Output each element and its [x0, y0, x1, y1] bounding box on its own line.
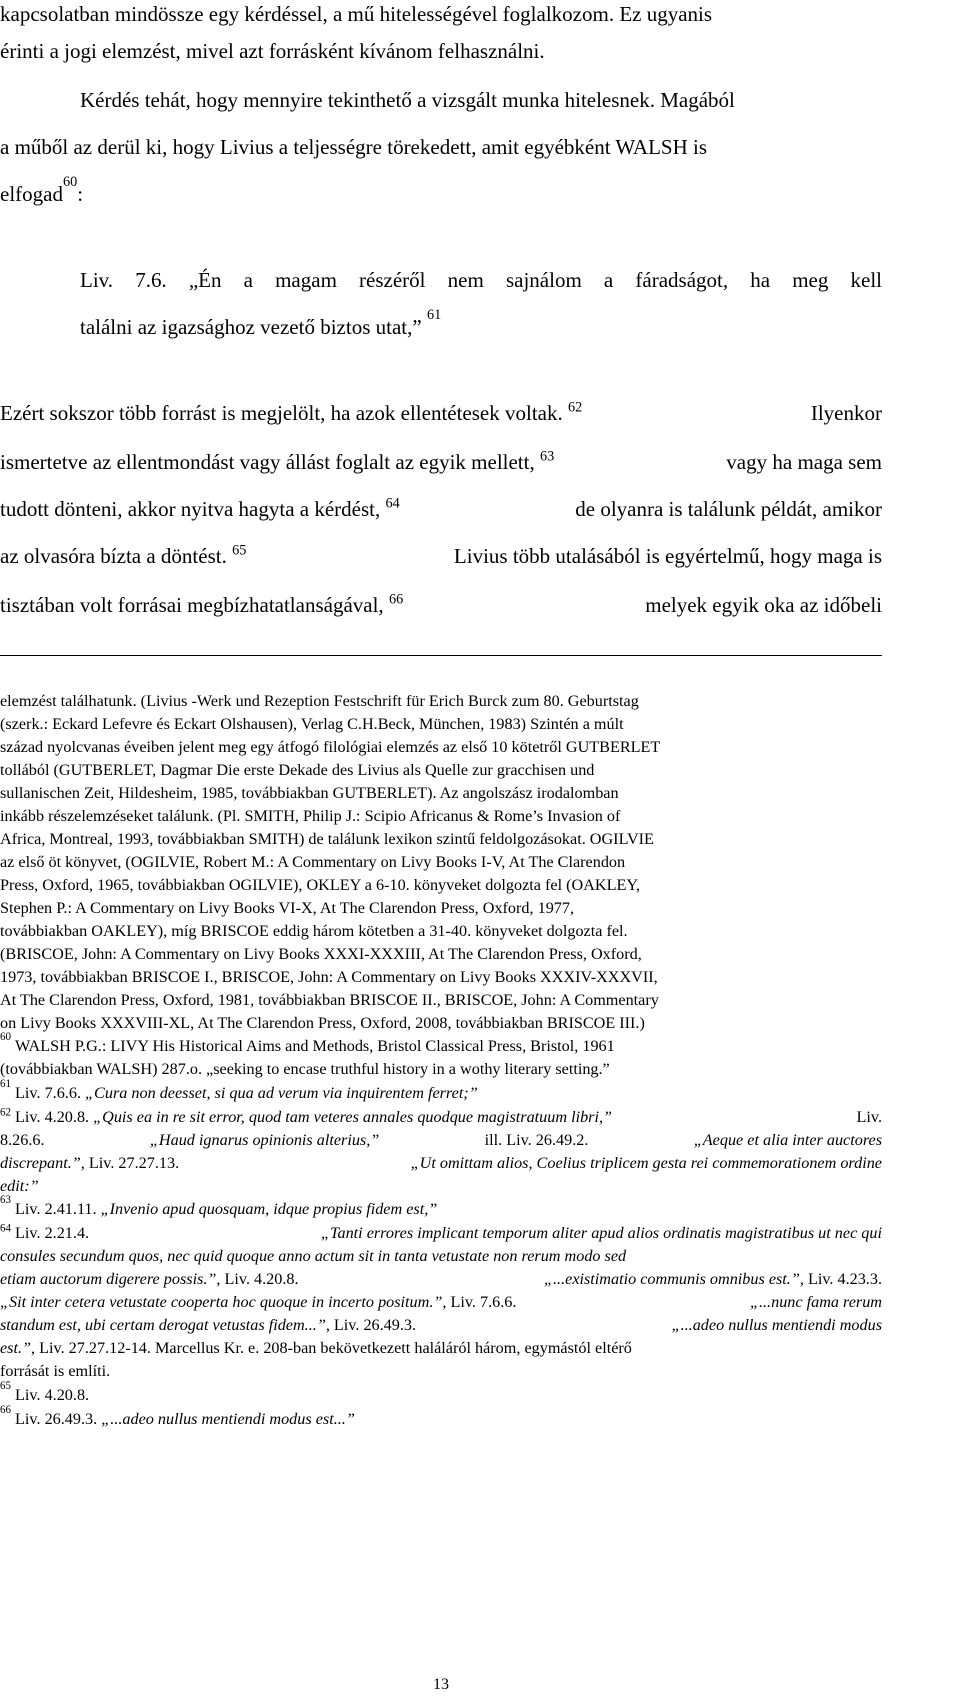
text-line: ismertetve az ellentmondást vagy állást foglalt az egyik mellett, — [0, 450, 535, 474]
footnote-ref[interactable]: 61 — [426, 307, 442, 323]
quote-line — [80, 307, 442, 340]
footnote-ref[interactable]: 65 — [232, 542, 247, 559]
text-line: melyek egyik oka az időbeli — [645, 593, 882, 617]
text-line: de olyanra is találunk példát, amikor — [575, 497, 882, 521]
text-line: Ilyenkor — [810, 401, 882, 425]
footnote-64: $^{64}$ Liv. 2.21.4. „Tanti errores implicant temporum aliter apud alios ordinatis magistratibus ut nec qui — [0, 1222, 882, 1242]
footnote-line: az első öt könyvet, (OGILVIE, Robert M.: A Commentary on Livy Books I-V, At The Clarendon — [0, 853, 626, 871]
footnote-line: on Livy Books XXXVIII-XL, At The Clarendon Press, Oxford, 2008, továbbiakban BRISCOE III.) — [0, 1014, 645, 1032]
footnote-line: elemzést találhatunk. (Livius -Werk und Rezeption Festschrift für Erich Burck zum 80. Geburtstag — [0, 692, 639, 710]
footnote-line: sullanischen Zeit, Hildesheim, 1985, továbbiakban GUTBERLET). Az angolszász irodalomban — [0, 784, 619, 802]
footnote-number: 65 — [0, 1380, 11, 1392]
footnote-65: 65 Liv. 4.20.8. — [0, 1380, 90, 1404]
footnote-ref[interactable]: 63 — [539, 448, 555, 465]
footnote-line: inkább részelemzéseket találunk. (Pl. SMITH, Philip J.: Scipio Africanus & Rome’s Invasion of — [0, 807, 621, 825]
body-line — [0, 174, 84, 207]
footnote-line: Africa, Montreal, 1993, továbbiakban SMITH) de találunk lexikon szintű feldolgozásokat. OGILVIE — [0, 830, 654, 848]
footnote-line: est.”, Liv. 27.27.12-14. Marcellus Kr. e. 208-ban bekövetkezett haláláról három, egymástól eltérő — [0, 1339, 632, 1357]
footnote-line: Stephen P.: A Commentary on Livy Books VI-X, At The Clarendon Press, Oxford, 1977, — [0, 899, 575, 917]
body-line — [0, 497, 882, 522]
quote-text: Liv. 7.6. „Én a magam részéről nem sajnálom a fáradságot, ha meg kell — [80, 268, 882, 292]
body-line — [0, 39, 545, 64]
text-line: elfogad — [0, 182, 63, 206]
footnote-line: standum est, ubi certam derogat vetustas fidem...”, Liv. 26.49.3. „...adeo nullus mentiendi modus — [0, 1316, 882, 1334]
footnote-line: At The Clarendon Press, Oxford, 1981, továbbiakban BRISCOE II., BRISCOE, John: A Commentary — [0, 991, 659, 1009]
footnote-ref[interactable]: 64 — [385, 495, 400, 512]
footnote-line: továbbiakban OAKLEY), míg BRISCOE eddig három kötetben a 31-40. könyveket dolgozta fel. — [0, 922, 628, 940]
footnote-number: 63 — [0, 1194, 11, 1206]
footnote-ref[interactable]: 66 — [388, 591, 404, 608]
body-line — [80, 88, 882, 113]
footnote-ref[interactable]: 62 — [567, 399, 583, 416]
footnote-divider — [0, 655, 882, 656]
footnote-number: 64 — [0, 1222, 11, 1235]
footnote-line: consules secundum quos, nec quid quoque anno actum sit in tanta vetustate non rerum modo sed — [0, 1247, 627, 1265]
quote-line — [80, 268, 882, 293]
footnote-line: (BRISCOE, John: A Commentary on Livy Books XXXI-XXXIII, At The Clarendon Press, Oxford, — [0, 945, 642, 963]
quote-text: találni az igazsághoz vezető biztos utat,” — [80, 315, 422, 339]
footnote-line: forrását is említi. — [0, 1362, 111, 1380]
footnote-60: 60 WALSH P.G.: LIVY His Historical Aims and Methods, Bristol Classical Press, Bristol, 1961 — [0, 1031, 615, 1055]
footnote-line: edit:” — [0, 1177, 39, 1195]
text-line: kapcsolatban mindössze egy kérdéssel, a mű hitelességével foglalkozom. Ez ugyanis — [0, 2, 713, 26]
page-number: 13 — [433, 1676, 449, 1693]
footnote-line: discrepant.”, Liv. 27.27.13. „Ut omittam alios, Coelius triplicem gesta rei commemorationem ordine — [0, 1154, 882, 1172]
text-line: tudott dönteni, akkor nyitva hagyta a kérdést, — [0, 497, 381, 521]
text-line: érinti a jogi elemzést, mivel azt forrásként kívánom felhasználni. — [0, 39, 545, 63]
footnote-66: 66 Liv. 26.49.3. „...adeo nullus mentiendi modus est...” — [0, 1404, 355, 1428]
text-line: : — [77, 182, 84, 206]
footnote-line: (szerk.: Eckard Lefevre és Eckart Olshausen), Verlag C.H.Beck, München, 1983) Szintén a múlt — [0, 715, 624, 733]
text-line: Ezért sokszor több forrást is megjelölt, ha azok ellentétesek voltak. — [0, 401, 563, 425]
footnote-line: „Sit inter cetera vetustate cooperta hoc quoque in incerto positum.”, Liv. 7.6.6. „...nunc fama rerum — [0, 1293, 882, 1311]
text-line: Livius több utalásából is egyértelmű, hogy maga is — [453, 544, 882, 568]
footnote-line: 8.26.6. „Haud ignarus opinionis alterius,” ill. Liv. 26.49.2. „Aeque et alia inter auctores — [0, 1131, 882, 1149]
body-line — [0, 450, 882, 475]
footnote-number: 61 — [0, 1078, 11, 1090]
body-line — [0, 2, 882, 27]
footnote-ref[interactable]: 60 — [62, 174, 78, 190]
body-line — [0, 593, 882, 618]
text-line: a műből az derül ki, hogy Livius a teljességre törekedett, amit egyébként WALSH is — [0, 135, 708, 159]
footnote-line: század nyolcvanas éveiben jelent meg egy átfogó filológiai elemzés az első 10 kötetről GUTBERLET — [0, 738, 661, 756]
footnote-61: 61 Liv. 7.6.6. „Cura non deesset, si qua ad verum via inquirentem ferret;” — [0, 1078, 478, 1102]
text-line: Kérdés tehát, hogy mennyire tekinthető a vizsgált munka hitelesnek. Magából — [80, 88, 735, 112]
footnote-number: 66 — [0, 1404, 11, 1416]
footnote-63: 63 Liv. 2.41.11. „Invenio apud quosquam, idque propius fidem est,” — [0, 1194, 438, 1218]
footnote-number: 60 — [0, 1031, 11, 1043]
footnote-number: 62 — [0, 1106, 11, 1119]
footnote-line: Press, Oxford, 1965, továbbiakban OGILVIE), OKLEY a 6-10. könyveket dolgozta fel (OAKLEY, — [0, 876, 641, 894]
text-line: vagy ha maga sem — [726, 450, 882, 474]
body-line — [0, 401, 882, 426]
footnote-line: 1973, továbbiakban BRISCOE I., BRISCOE, John: A Commentary on Livy Books XXXIV-XXXVII, — [0, 968, 658, 986]
text-line: tisztában volt forrásai megbízhatatlanságával, — [0, 593, 384, 617]
footnote-line: (továbbiakban WALSH) 287.o. „seeking to encase truthful history in a wothy literary setting.” — [0, 1060, 610, 1078]
body-line — [0, 135, 882, 160]
footnote-line: tollából (GUTBERLET, Dagmar Die erste Dekade des Livius als Quelle zur gracchisen und — [0, 761, 595, 779]
footnote-line: etiam auctorum digerere possis.”, Liv. 4.20.8. „...existimatio communis omnibus est.”, Liv. 4.23.3. — [0, 1270, 882, 1288]
body-line — [0, 544, 882, 569]
text-line: az olvasóra bízta a döntést. — [0, 544, 227, 568]
footnote-62: $^{62}$ Liv. 4.20.8. „Quis ea in re sit error, quod tam veteres annales quodque magistratuum libri,” Liv. — [0, 1106, 882, 1126]
